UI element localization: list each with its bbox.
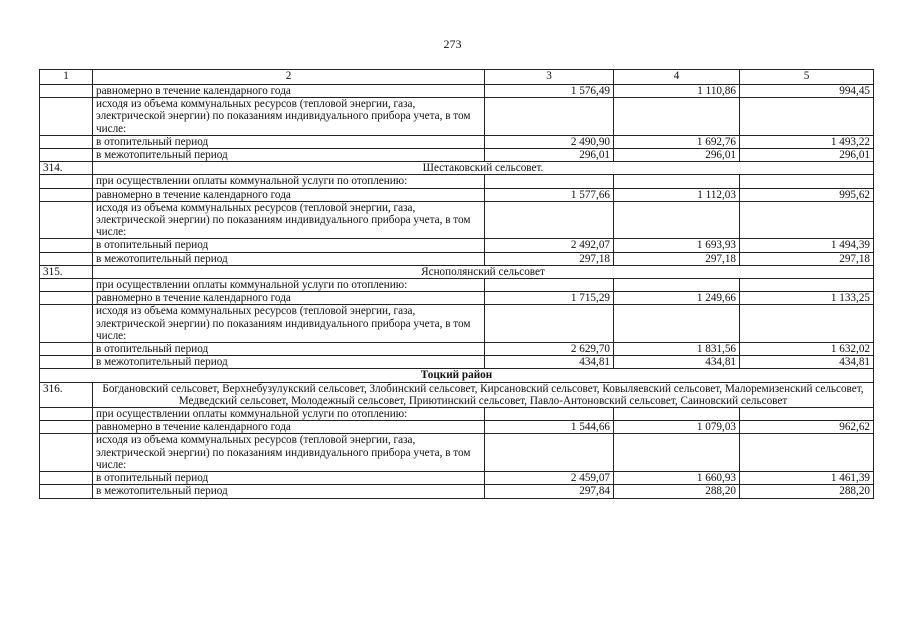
empty-cell bbox=[614, 175, 740, 188]
value-cell-v3: 296,01 bbox=[485, 149, 614, 162]
value-cell-v5: 434,81 bbox=[740, 356, 874, 369]
table-header-row bbox=[40, 70, 874, 85]
value-cell-v3: 1 715,29 bbox=[485, 292, 614, 305]
value-cell-v3: 1 577,66 bbox=[485, 188, 614, 201]
empty-cell bbox=[614, 201, 740, 239]
value-cell-v5: 1 461,39 bbox=[740, 472, 874, 485]
table-row bbox=[40, 149, 874, 162]
row-label: в межотопительный период bbox=[93, 149, 485, 162]
row-number-cell bbox=[40, 434, 93, 472]
value-cell-v4: 1 660,93 bbox=[614, 472, 740, 485]
note-row bbox=[40, 175, 874, 188]
note-label: исходя из объема коммунальных ресурсов (тепловой энергии, газа, электрической энергии) по показаниям индивидуального прибора учета, в том числе: bbox=[93, 98, 485, 136]
note-label: исходя из объема коммунальных ресурсов (тепловой энергии, газа, электрической энергии) по показаниям индивидуального прибора учета, в том числе: bbox=[93, 434, 485, 472]
note-row bbox=[40, 279, 874, 292]
empty-cell bbox=[485, 98, 614, 136]
table-row bbox=[40, 485, 874, 498]
section-number: 315. bbox=[40, 265, 93, 278]
note-label: исходя из объема коммунальных ресурсов (тепловой энергии, газа, электрической энергии) по показаниям индивидуального прибора учета, в том числе: bbox=[93, 201, 485, 239]
value-cell-v3: 2 492,07 bbox=[485, 239, 614, 252]
value-cell-v5: 1 632,02 bbox=[740, 343, 874, 356]
value-cell-v4: 1 112,03 bbox=[614, 188, 740, 201]
row-number-cell bbox=[40, 135, 93, 148]
empty-cell bbox=[740, 201, 874, 239]
table-row bbox=[40, 292, 874, 305]
row-label: равномерно в течение календарного года bbox=[93, 188, 485, 201]
table-row bbox=[40, 239, 874, 252]
row-number-cell bbox=[40, 201, 93, 239]
note-label: при осуществлении оплаты коммунальной услуги по отоплению: bbox=[93, 279, 485, 292]
district-row bbox=[40, 369, 874, 382]
value-cell-v5: 962,62 bbox=[740, 421, 874, 434]
row-number-cell bbox=[40, 421, 93, 434]
value-cell-v3: 2 490,90 bbox=[485, 135, 614, 148]
section-number: 314. bbox=[40, 162, 93, 175]
row-label: равномерно в течение календарного года bbox=[93, 421, 485, 434]
row-number-cell bbox=[40, 292, 93, 305]
row-number-cell bbox=[40, 408, 93, 421]
row-number-cell bbox=[40, 356, 93, 369]
row-number-cell bbox=[40, 485, 93, 498]
row-number-cell bbox=[40, 85, 93, 98]
value-cell-v5: 288,20 bbox=[740, 485, 874, 498]
value-cell-v5: 297,18 bbox=[740, 252, 874, 265]
row-number-cell bbox=[40, 239, 93, 252]
section-title: Богдановский сельсовет, Верхнебузулукский сельсовет, Злобинский сельсовет, Кирсановский сельсовет, Ковыляевский сельсовет, Малоремизенский сельсовет, Медведский сельсовет, Молодежный сельсовет, Приютинский сельсовет, Павло-Антоновский сельсовет, Саиновский сельсовет bbox=[93, 382, 874, 407]
row-label: равномерно в течение календарного года bbox=[93, 85, 485, 98]
empty-cell bbox=[614, 305, 740, 343]
column-header: 3 bbox=[485, 70, 614, 85]
section-row bbox=[40, 162, 874, 175]
empty-cell bbox=[485, 175, 614, 188]
row-label: в межотопительный период bbox=[93, 252, 485, 265]
empty-cell bbox=[614, 408, 740, 421]
note-label: исходя из объема коммунальных ресурсов (тепловой энергии, газа, электрической энергии) по показаниям индивидуального прибора учета, в том числе: bbox=[93, 305, 485, 343]
value-cell-v5: 1 494,39 bbox=[740, 239, 874, 252]
section-row bbox=[40, 265, 874, 278]
row-label: в отопительный период bbox=[93, 343, 485, 356]
value-cell-v5: 296,01 bbox=[740, 149, 874, 162]
row-number-cell bbox=[40, 149, 93, 162]
note-label: при осуществлении оплаты коммунальной услуги по отоплению: bbox=[93, 408, 485, 421]
row-label: равномерно в течение календарного года bbox=[93, 292, 485, 305]
table-row bbox=[40, 252, 874, 265]
column-header: 5 bbox=[740, 70, 874, 85]
value-cell-v4: 434,81 bbox=[614, 356, 740, 369]
note-row bbox=[40, 98, 874, 136]
section-row bbox=[40, 382, 874, 407]
column-header: 4 bbox=[614, 70, 740, 85]
table-row bbox=[40, 343, 874, 356]
row-label: в отопительный период bbox=[93, 472, 485, 485]
value-cell-v3: 434,81 bbox=[485, 356, 614, 369]
row-label: в отопительный период bbox=[93, 239, 485, 252]
value-cell-v3: 1 544,66 bbox=[485, 421, 614, 434]
section-number: 316. bbox=[40, 382, 93, 407]
table-row bbox=[40, 356, 874, 369]
value-cell-v5: 995,62 bbox=[740, 188, 874, 201]
empty-cell bbox=[485, 305, 614, 343]
value-cell-v5: 1 133,25 bbox=[740, 292, 874, 305]
value-cell-v3: 1 576,49 bbox=[485, 85, 614, 98]
value-cell-v3: 2 629,70 bbox=[485, 343, 614, 356]
empty-cell bbox=[485, 434, 614, 472]
value-cell-v5: 1 493,22 bbox=[740, 135, 874, 148]
value-cell-v3: 2 459,07 bbox=[485, 472, 614, 485]
row-number-cell bbox=[40, 98, 93, 136]
empty-cell bbox=[740, 279, 874, 292]
empty-cell bbox=[614, 279, 740, 292]
note-row bbox=[40, 305, 874, 343]
section-title: Яснополянский сельсовет bbox=[93, 265, 874, 278]
empty-cell bbox=[485, 279, 614, 292]
value-cell-v5: 994,45 bbox=[740, 85, 874, 98]
value-cell-v4: 297,18 bbox=[614, 252, 740, 265]
empty-cell bbox=[485, 408, 614, 421]
empty-cell bbox=[614, 434, 740, 472]
note-row bbox=[40, 434, 874, 472]
value-cell-v4: 296,01 bbox=[614, 149, 740, 162]
column-header: 2 bbox=[93, 70, 485, 85]
empty-cell bbox=[740, 175, 874, 188]
table-body bbox=[40, 70, 874, 499]
value-cell-v4: 1 831,56 bbox=[614, 343, 740, 356]
empty-cell bbox=[485, 201, 614, 239]
row-number-cell bbox=[40, 188, 93, 201]
district-title: Тоцкий район bbox=[40, 369, 874, 382]
value-cell-v4: 1 692,76 bbox=[614, 135, 740, 148]
row-label: в межотопительный период bbox=[93, 356, 485, 369]
value-cell-v3: 297,84 bbox=[485, 485, 614, 498]
row-number-cell bbox=[40, 252, 93, 265]
row-label: в отопительный период bbox=[93, 135, 485, 148]
column-header: 1 bbox=[40, 70, 93, 85]
empty-cell bbox=[740, 305, 874, 343]
empty-cell bbox=[740, 434, 874, 472]
empty-cell bbox=[740, 408, 874, 421]
row-number-cell bbox=[40, 279, 93, 292]
value-cell-v4: 288,20 bbox=[614, 485, 740, 498]
value-cell-v4: 1 249,66 bbox=[614, 292, 740, 305]
empty-cell bbox=[614, 98, 740, 136]
row-label: в межотопительный период bbox=[93, 485, 485, 498]
table-row bbox=[40, 472, 874, 485]
table-row bbox=[40, 421, 874, 434]
tariff-table bbox=[39, 69, 874, 499]
value-cell-v4: 1 079,03 bbox=[614, 421, 740, 434]
page-number: 273 bbox=[443, 37, 462, 51]
value-cell-v4: 1 693,93 bbox=[614, 239, 740, 252]
row-number-cell bbox=[40, 472, 93, 485]
row-number-cell bbox=[40, 343, 93, 356]
value-cell-v3: 297,18 bbox=[485, 252, 614, 265]
note-label: при осуществлении оплаты коммунальной услуги по отоплению: bbox=[93, 175, 485, 188]
value-cell-v4: 1 110,86 bbox=[614, 85, 740, 98]
row-number-cell bbox=[40, 305, 93, 343]
table-row bbox=[40, 188, 874, 201]
table-row bbox=[40, 85, 874, 98]
section-title: Шестаковский сельсовет. bbox=[93, 162, 874, 175]
note-row bbox=[40, 408, 874, 421]
row-number-cell bbox=[40, 175, 93, 188]
note-row bbox=[40, 201, 874, 239]
table-row bbox=[40, 135, 874, 148]
empty-cell bbox=[740, 98, 874, 136]
